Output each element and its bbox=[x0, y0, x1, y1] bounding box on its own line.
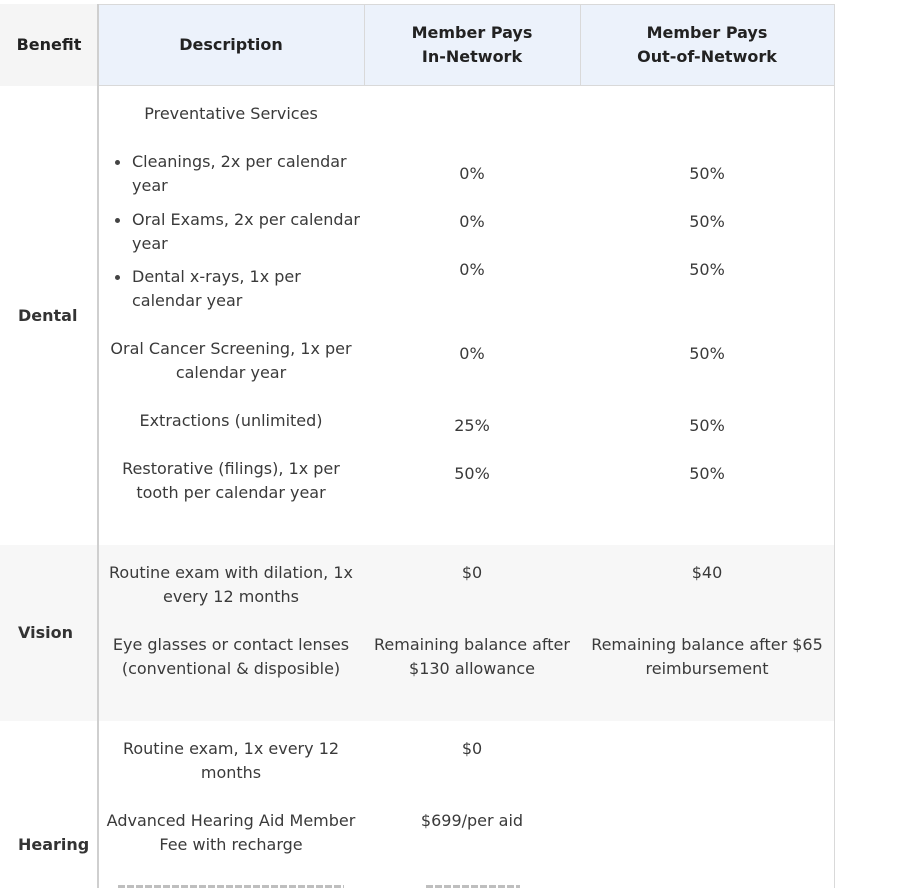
dental-in-value: 0% bbox=[459, 344, 485, 363]
text-line: reimbursement bbox=[645, 659, 769, 678]
dental-in-value: 50% bbox=[454, 464, 490, 483]
dental-in-value: 0% bbox=[459, 164, 485, 183]
header-description: Description bbox=[179, 35, 283, 54]
header-in-network bbox=[364, 21, 580, 69]
text-line: year bbox=[132, 234, 168, 253]
text-line: months bbox=[200, 763, 262, 782]
text-line: Routine exam, 1x every 12 bbox=[122, 739, 340, 758]
hearing-in-value: $699/per aid bbox=[420, 811, 524, 830]
text-line: Advanced Hearing Aid Member bbox=[106, 811, 356, 830]
text-line: calendar year bbox=[175, 363, 287, 382]
bullet-icon bbox=[115, 218, 120, 223]
text-line: Cleanings, 2x per calendar bbox=[132, 152, 347, 171]
header-in-network-line1: Member Pays bbox=[411, 23, 533, 42]
hearing-in-value: $0 bbox=[461, 739, 483, 758]
hearing-row-description bbox=[98, 809, 364, 857]
dental-in-value: 0% bbox=[459, 212, 485, 231]
text-line: calendar year bbox=[132, 291, 243, 310]
dental-out-value: 50% bbox=[689, 344, 725, 363]
header-out-network bbox=[580, 21, 834, 69]
header-top-border bbox=[98, 4, 834, 5]
text-line: Oral Cancer Screening, 1x per bbox=[110, 339, 352, 358]
text-line: tooth per calendar year bbox=[136, 483, 326, 502]
text-line: Remaining balance after $65 bbox=[591, 635, 823, 654]
dental-bullet-text bbox=[132, 265, 362, 313]
cut-off-value-fragment bbox=[426, 883, 520, 888]
dental-in-value: 25% bbox=[454, 416, 490, 435]
dental-subhead: Preventative Services bbox=[144, 104, 318, 123]
vision-out-value bbox=[580, 561, 834, 585]
header-out-network-line1: Member Pays bbox=[646, 23, 768, 42]
text-line: Routine exam with dilation, 1x bbox=[109, 563, 353, 582]
vision-in-value bbox=[364, 633, 580, 681]
bullet-icon bbox=[115, 160, 120, 165]
text-line: Oral Exams, 2x per calendar bbox=[132, 210, 360, 229]
text-line: (conventional & disposible) bbox=[121, 659, 341, 678]
dental-out-value: 50% bbox=[689, 164, 725, 183]
text-line: Restorative (filings), 1x per bbox=[122, 459, 340, 478]
header-out-network-line2: Out-of-Network bbox=[637, 47, 777, 66]
dental-bullet-text bbox=[132, 208, 362, 256]
benefit-label-hearing: Hearing bbox=[18, 835, 90, 854]
text-line: Dental x-rays, 1x per bbox=[132, 267, 301, 286]
text-line: Extractions (unlimited) bbox=[139, 411, 323, 430]
text-line: $130 allowance bbox=[409, 659, 535, 678]
header-in-network-line2: In-Network bbox=[421, 47, 523, 66]
benefit-label-vision: Vision bbox=[18, 623, 73, 642]
vision-row-description bbox=[98, 633, 364, 681]
text-line: Fee with recharge bbox=[159, 835, 303, 854]
bullet-icon bbox=[115, 275, 120, 280]
hearing-row-description bbox=[98, 737, 364, 785]
dental-row-description bbox=[98, 337, 364, 385]
vision-row-description bbox=[98, 561, 364, 609]
cut-off-row-fragment bbox=[118, 883, 344, 888]
benefit-label-dental: Dental bbox=[18, 306, 78, 325]
text-line: every 12 months bbox=[163, 587, 299, 606]
text-line: $0 bbox=[461, 563, 483, 582]
text-line: Eye glasses or contact lenses bbox=[112, 635, 350, 654]
dental-out-value: 50% bbox=[689, 416, 725, 435]
dental-bullet-text bbox=[132, 150, 362, 198]
dental-out-value: 50% bbox=[689, 464, 725, 483]
dental-in-value: 0% bbox=[459, 260, 485, 279]
text-line: Remaining balance after bbox=[374, 635, 570, 654]
vision-out-value bbox=[580, 633, 834, 681]
dental-row-description bbox=[98, 457, 364, 505]
text-line: $40 bbox=[691, 563, 723, 582]
dental-row-description bbox=[98, 409, 364, 433]
dental-out-value: 50% bbox=[689, 260, 725, 279]
header-bottom-border bbox=[98, 85, 834, 86]
vision-in-value bbox=[364, 561, 580, 585]
text-line: year bbox=[132, 176, 168, 195]
table-right-border bbox=[834, 4, 835, 888]
header-benefit: Benefit bbox=[16, 35, 82, 54]
dental-out-value: 50% bbox=[689, 212, 725, 231]
